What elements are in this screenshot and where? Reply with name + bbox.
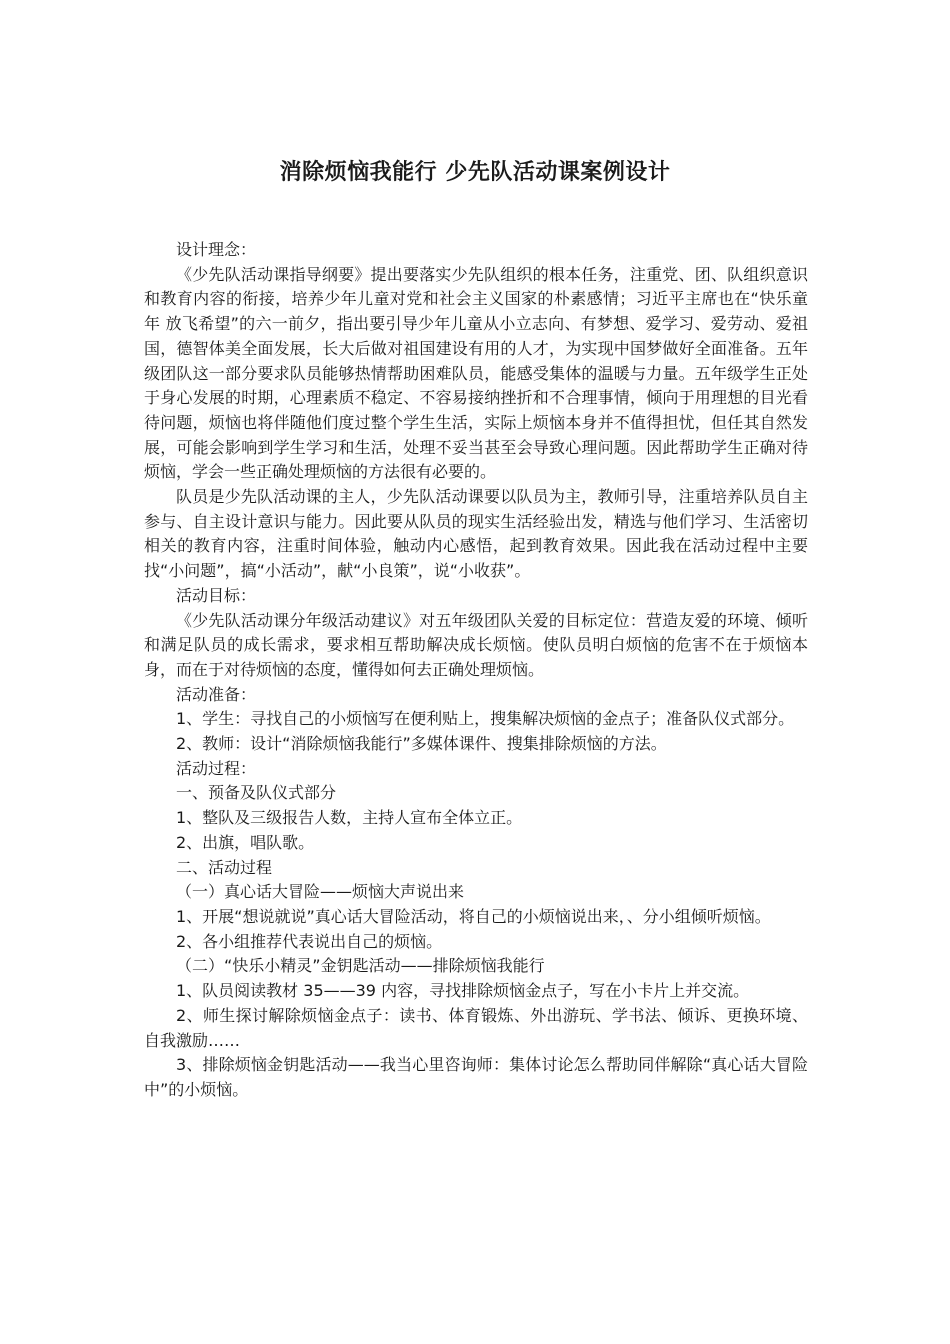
heading-activity-goals: 活动目标： [176,585,257,605]
subsection-1-step-2: 2、各小组推荐代表说出自己的烦恼。 [176,931,443,951]
subsection-heading-2: （二）“快乐小精灵”金钥匙活动——排除烦恼我能行 [176,956,545,976]
subsection-heading-1: （一）真心话大冒险——烦恼大声说出来 [176,882,465,902]
paragraph-design-concept-1: 《少先队活动课指导纲要》提出要落实少先队组织的根本任务，注重党、团、队组织意识和教育内容的衔接，培养少年儿童对党和社会主义国家的朴素感情；习近平主席也在“快乐童年 放飞希望”的六一前夕，指出要引导少年儿童从小立志向、有梦想、爱学习、爱劳动、爱祖国，德智体美全面发展，长大后做对祖国建设有用的人才，为实现中国梦做好全面准备。五年级团队这一部分要求队员能够热情帮助困难队员，能感受集体的温暖与力量。五年级学生正处于身心发展的时期，心理素质不稳定、不容易接纳挫折和不合理事情，倾向于用理想的目光看待问题，烦恼也将伴随他们度过整个学生生活，实际上烦恼本身并不值得担忧，但任其自然发展，可能会影响到学生学习和生活，处理不妥当甚至会导致心理问题。因此帮助学生正确对待烦恼，学会一些正确处理烦恼的方法很有必要的。 [144,264,808,482]
section-heading-process: 二、活动过程 [176,857,273,877]
paragraph-design-concept-2: 队员是少先队活动课的主人，少先队活动课要以队员为主，教师引导，注重培养队员自主参与、自主设计意识与能力。因此要从队员的现实生活经验出发，精选与他们学习、生活密切相关的教育内容，注重时间体验，触动内心感悟，起到教育效果。因此我在活动过程中主要找“小问题”，搞“小活动”，献“小良策”，说“小收获”。 [144,487,808,581]
prep-item-teacher: 2、教师：设计“消除烦恼我能行”多媒体课件、搜集排除烦恼的方法。 [176,734,667,754]
heading-design-concept: 设计理念： [176,240,257,259]
subsection-1-step-1: 1、开展“想说就说”真心话大冒险活动，将自己的小烦恼说出来，、分小组倾听烦恼。 [176,906,771,926]
section-heading-ceremony: 一、预备及队仪式部分 [176,783,337,803]
document-title: 消除烦恼我能行 少先队活动课案例设计 [279,160,671,185]
heading-activity-prep: 活动准备： [176,684,257,704]
subsection-2-step-2: 2、师生探讨解除烦恼金点子：读书、体育锻炼、外出游玩、学书法、倾诉、更换环境、自我激励…… [144,1005,808,1050]
subsection-2-step-1: 1、队员阅读教材 35——39 内容，寻找排除烦恼金点子，写在小卡片上并交流。 [176,981,750,1001]
prep-item-students: 1、学生：寻找自己的小烦恼写在便利贴上，搜集解决烦恼的金点子；准备队仪式部分。 [176,709,795,729]
document-body [144,238,808,1103]
subsection-2-step-3: 3、排除烦恼金钥匙活动——我当心里咨询师：集体讨论怎么帮助同伴解除“真心话大冒险中”的小烦恼。 [144,1055,808,1099]
heading-activity-process: 活动过程： [176,758,257,778]
paragraph-activity-goals: 《少先队活动课分年级活动建议》对五年级团队关爱的目标定位：营造友爱的环境、倾听和满足队员的成长需求，要求相互帮助解决成长烦恼。使队员明白烦恼的危害不在于烦恼本身，而在于对待烦恼的态度，懂得如何去正确处理烦恼。 [144,610,808,679]
ceremony-step-2: 2、出旗，唱队歌。 [176,832,315,852]
ceremony-step-1: 1、整队及三级报告人数，主持人宣布全体立正。 [176,808,523,828]
